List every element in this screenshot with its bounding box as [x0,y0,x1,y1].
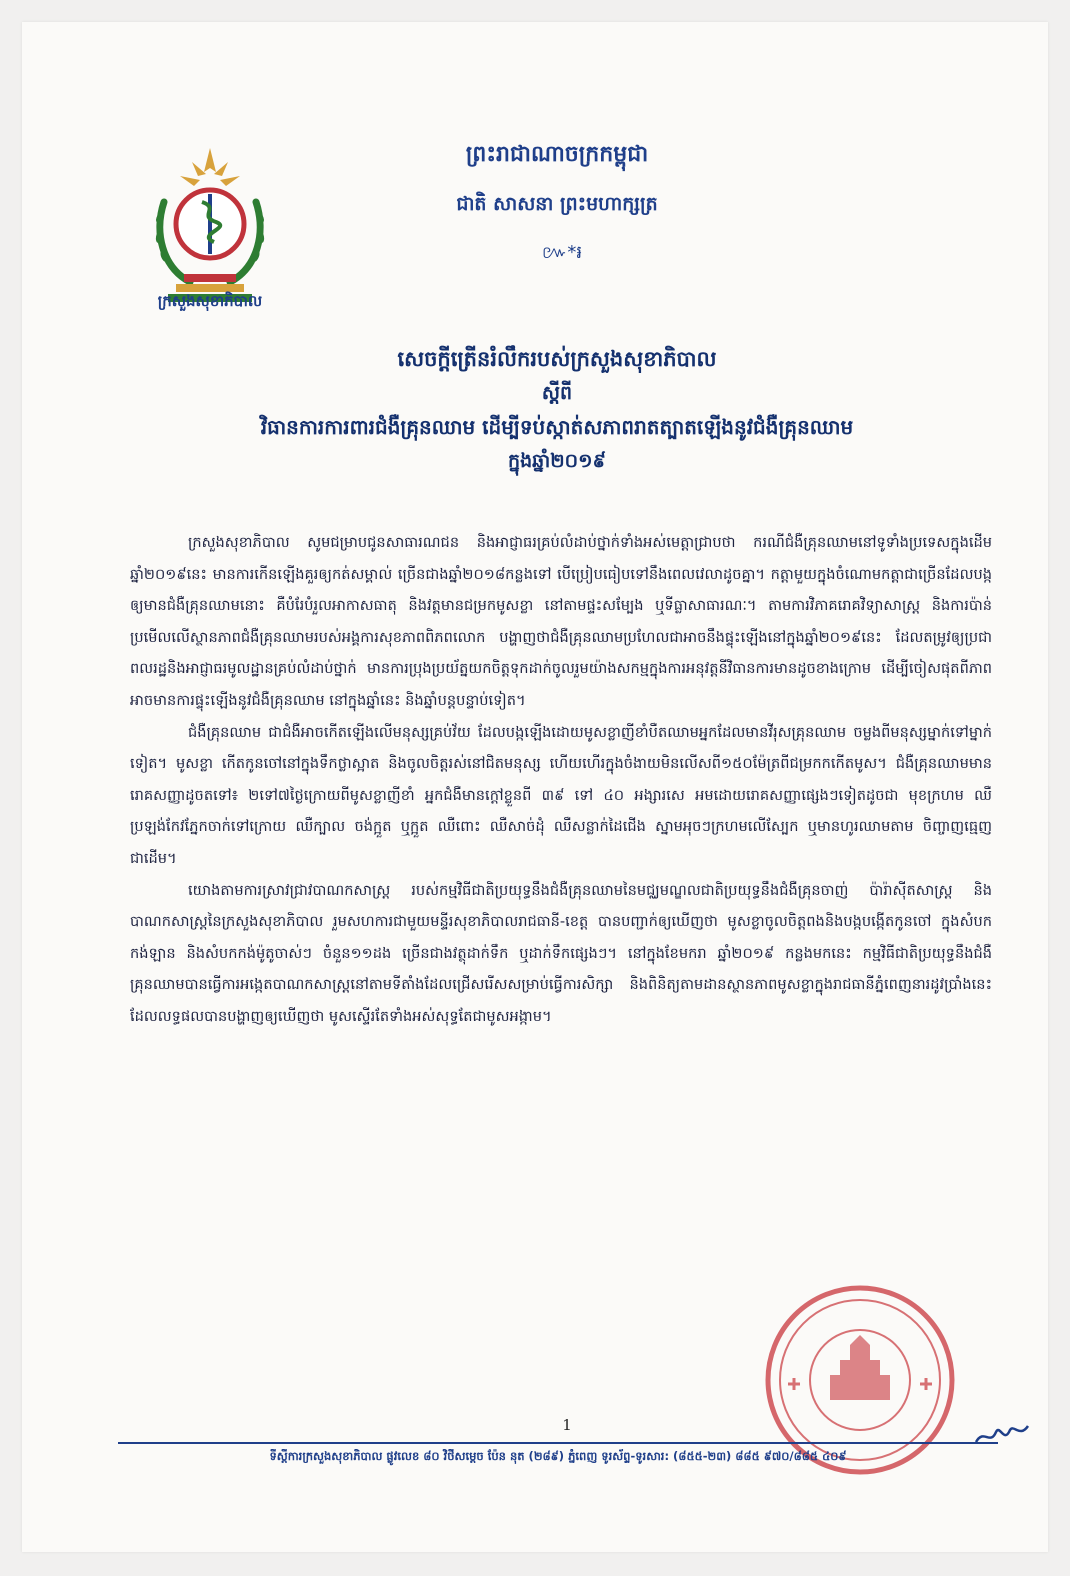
page-number: 1 [562,1416,572,1434]
footer-address: ទីស្តីការក្រសួងសុខាភិបាល ផ្លូវលេខ ៨០ វិថីសម្តេច ប៉ែន នុត (២៨៩) ភ្នំពេញ ទូរស័ព្ទ-ទូរសារ: (៨៥៥-២៣) ៨៨៥ ៩៧០/៨៨៥ ៤០៩ [269,1449,847,1463]
paragraph-1: ក្រសួងសុខាភិបាល សូមជម្រាបជូនសាធារណជន និងអាជ្ញាធរគ្រប់លំដាប់ថ្នាក់ទាំងអស់មេត្តាជ្រាបថា ករណីជំងឺគ្រុនឈាមនៅទូទាំងប្រទេសក្នុងដើមឆ្នាំ២០១៩នេះ មានការកើនឡើងគួរឲ្យកត់សម្គាល់ ច្រើនជាងឆ្នាំ២០១៨កន្លងទៅ បើប្រៀបធៀបទៅនឹងពេលវេលាដូចគ្នា។ កត្តាមួយក្នុងចំណោមកត្តាជាច្រើនដែលបង្កឲ្យមានជំងឺគ្រុនឈាមនោះ គឺបំរែបំរួលអាកាសធាតុ និងវត្តមានជម្រកមូសខ្លា នៅតាមផ្ទះសម្បែង ឬទីធ្លាសាធារណៈ។ តាមការវិភាគរោគវិទ្យាសាស្ត្រ និងការប៉ាន់ប្រមើលលើស្ថានភាពជំងឺគ្រុនឈាមរបស់អង្គការសុខភាពពិភពលោក បង្ហាញថាជំងឺគ្រុនឈាមប្រហែលជាអាចនឹងផ្ទុះឡើងនៅក្នុងឆ្នាំ២០១៩នេះ ដែលតម្រូវឲ្យប្រជាពលរដ្ឋនិងអាជ្ញាធរមូលដ្ឋានគ្រប់លំដាប់ថ្នាក់ មានការប្រុងប្រយ័ត្នយកចិត្តទុកដាក់ចូលរួមយ៉ាងសកម្មក្នុងការអនុវត្តនីវិធានការមានដូចខាងក្រោម ដើម្បីចៀសផុតពីភាពអាចមានការផ្ទុះឡើងនូវជំងឺគ្រុនឈាម នៅក្នុងឆ្នាំនេះ និងឆ្នាំបន្តបន្ទាប់ទៀត។ [130,534,992,709]
document-page [22,22,1048,1552]
ministry-of-health-logo [140,142,280,317]
announcement-title [142,342,972,478]
ministry-label: ក្រសួងសុខាភិបាល [157,292,263,310]
title-line-2: ស្តីពី [541,382,573,404]
footer-divider [118,1442,998,1444]
ornament-divider: ៚*៛ [541,242,583,263]
kingdom-heading: ព្រះរាជាណាចក្រកម្ពុជា [465,142,649,167]
title-line-3: វិធានការការពារជំងឺគ្រុនឈាម ដើម្បីទប់ស្កាត់សភាពរាតត្បាតឡើងនូវជំងឺគ្រុនឈាម [260,415,854,439]
paragraph-3: យោងតាមការស្រាវជ្រាវបាណកសាស្ត្រ របស់កម្មវិធីជាតិប្រយុទ្ធនឹងជំងឺគ្រុនឈាមនៃមជ្ឈមណ្ឌលជាតិប្រយុទ្ធនឹងជំងឺគ្រុនចាញ់ ប៉ារ៉ាស៊ីតសាស្ត្រ និងបាណកសាស្ត្រនៃក្រសួងសុខាភិបាល រួមសហការជាមួយមន្ទីរសុខាភិបាលរាជធានី-ខេត្ត បានបញ្ជាក់ឲ្យឃើញថា មូសខ្លាចូលចិត្តពងនិងបង្កបង្កើតកូនចៅ ក្នុងសំបកកង់ឡាន និងសំបកកង់ម៉ូតូចាស់ៗ ចំនួន១១ដង ច្រើនជាងវត្ថុដាក់ទឹក ឬដាក់ទឹកផ្សេងៗ។ នៅក្នុងខែមករា ឆ្នាំ២០១៩ កន្លងមកនេះ កម្មវិធីជាតិប្រយុទ្ធនឹងជំងឺគ្រុនឈាមបានធ្វើការអង្កេតបាណកសាស្ត្រនៅតាមទីតាំងដែលជ្រើសរើសសម្រាប់ធ្វើការសិក្សា និងពិនិត្យតាមដានស្ថានភាពមូសខ្លាក្នុងរាជធានីភ្នំពេញនារដូវប្រាំងនេះ ដែលលទ្ធផលបានបង្ហាញឲ្យឃើញថា មូសស្ទើរតែទាំងអស់សុទ្ធតែជាមូសអង្កាម។ [130,881,992,1025]
announcement-body [130,527,992,1033]
title-line-1: សេចក្តីត្រើនរំលឹករបស់ក្រសួងសុខាភិបាល [397,347,717,371]
paragraph-2: ជំងឺគ្រុនឈាម ជាជំងឺអាចកើតឡើងលើមនុស្សគ្រប់វ័យ ដែលបង្កឡើងដោយមូសខ្លាញីខាំបឺតឈាមអ្នកដែលមានវីរុសគ្រុនឈាម ចម្លងពីមនុស្សម្នាក់ទៅម្នាក់ទៀត។ មូសខ្លា កើតកូនចៅនៅក្នុងទឹកថ្លាស្អាត និងចូលចិត្តរស់នៅជិតមនុស្ស ហើយហើរក្នុងចំងាយមិនលើសពី១៥០ម៉ែត្រពីជម្រកកកើតមូស។ ជំងឺគ្រុនឈាមមានរោគសញ្ញាដូចតទៅ៖ ២ទៅ៧ថ្ងៃក្រោយពីមូសខ្លាញីខាំ អ្នកជំងឺមានក្តៅខ្លួនពី ៣៩ ទៅ ៤០ អង្សារសេ អមដោយរោគសញ្ញាផ្សេងៗទៀតដូចជា មុខក្រហម ឈឺប្រឡង់កែវភ្នែកចាក់ទៅក្រោយ ឈឺក្បាល ចង់ក្អួត ឬក្អួត ឈឺពោះ ឈឺសាច់ដុំ ឈឺសន្លាក់ដៃជើង ស្នាមអុចៗក្រហមលើស្បែក ឬមានហូរឈាមតាម ចិញ្ចាញធ្មេញ ជាដើម។ [130,723,992,867]
national-motto: ជាតិ សាសនា ព្រះមហាក្សត្រ [456,193,658,215]
title-line-4: ក្នុងឆ្នាំ២០១៩ [508,450,606,472]
signature-mark [972,1418,1032,1450]
